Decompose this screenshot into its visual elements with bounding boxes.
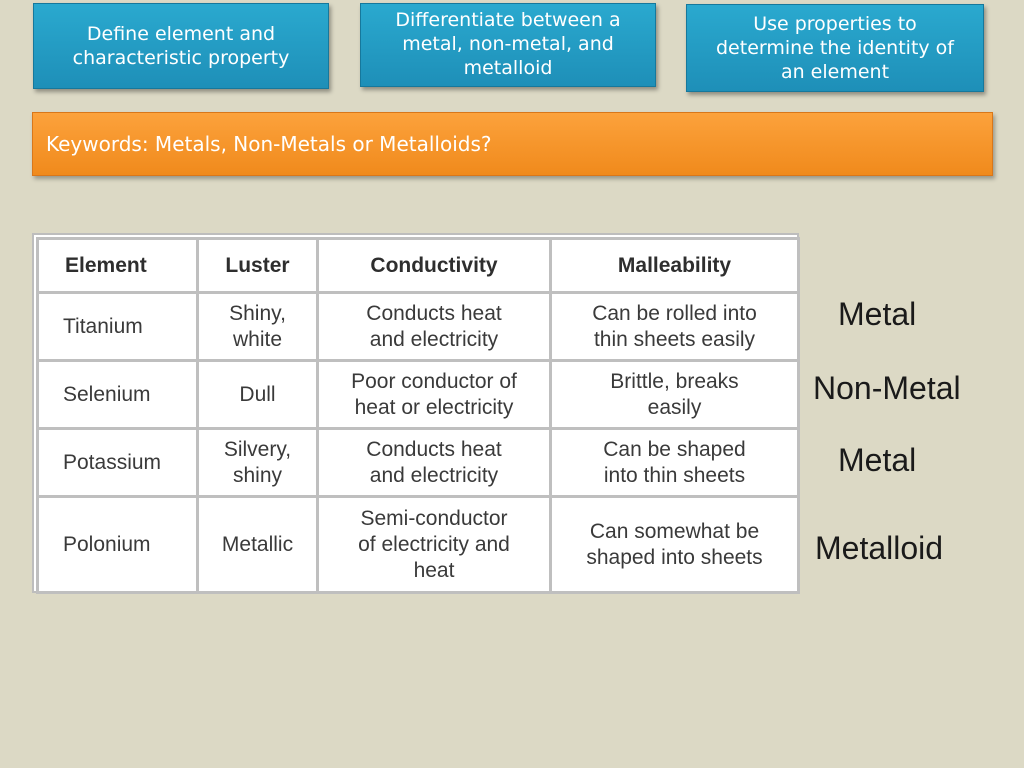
cell-element: Titanium xyxy=(38,293,198,361)
cell-line: Brittle, breaks xyxy=(610,369,739,393)
table-header-row xyxy=(38,239,799,293)
objective-box-define-element xyxy=(33,3,329,89)
cell-line: and electricity xyxy=(369,463,499,487)
keywords-text: Keywords: Metals, Non-Metals or Metalloids? xyxy=(46,132,492,156)
answer-selenium: Non-Metal xyxy=(813,370,961,406)
cell-malleability xyxy=(551,429,799,497)
cell-element: Polonium xyxy=(38,497,198,593)
properties-table xyxy=(36,237,800,594)
cell-line: Conducts heat xyxy=(366,301,502,325)
objective-line: Use properties to xyxy=(753,13,917,35)
cell-malleability xyxy=(551,293,799,361)
objective-line: characteristic property xyxy=(72,47,290,69)
answer-polonium: Metalloid xyxy=(815,530,944,566)
cell-line: shiny xyxy=(232,463,283,487)
objective-box-identify-element xyxy=(686,4,984,92)
table-row xyxy=(38,429,799,497)
cell-line: Can be shaped xyxy=(603,437,746,461)
objective-line: an element xyxy=(780,61,890,83)
cell-line: and electricity xyxy=(369,327,499,351)
cell-luster xyxy=(198,429,318,497)
objective-line: Define element and xyxy=(86,23,276,45)
cell-element: Potassium xyxy=(38,429,198,497)
cell-luster xyxy=(198,361,318,429)
objective-box-differentiate xyxy=(360,3,656,87)
header-luster: Luster xyxy=(198,239,318,293)
objective-line: metal, non-metal, and xyxy=(402,33,614,55)
cell-conductivity xyxy=(318,361,551,429)
cell-luster xyxy=(198,497,318,593)
cell-line: Conducts heat xyxy=(366,437,502,461)
keywords-banner xyxy=(32,112,993,176)
cell-line: into thin sheets xyxy=(603,463,746,487)
objective-line: determine the identity of xyxy=(716,37,954,59)
cell-line: Can somewhat be xyxy=(589,519,760,543)
cell-line: easily xyxy=(647,395,702,419)
cell-line: heat xyxy=(413,558,455,582)
header-element: Element xyxy=(38,239,198,293)
cell-line: Can be rolled into xyxy=(592,301,757,325)
table-row xyxy=(38,293,799,361)
cell-line: thin sheets easily xyxy=(593,327,756,351)
properties-table-frame xyxy=(32,233,799,593)
cell-line: Poor conductor of xyxy=(351,369,517,393)
table-row xyxy=(38,361,799,429)
cell-line: Dull xyxy=(239,382,276,406)
table-row xyxy=(38,497,799,593)
cell-conductivity xyxy=(318,293,551,361)
cell-line: Metallic xyxy=(221,532,294,556)
cell-malleability xyxy=(551,361,799,429)
cell-line: heat or electricity xyxy=(354,395,514,419)
header-malleability: Malleability xyxy=(551,239,799,293)
cell-line: Shiny, xyxy=(229,301,286,325)
cell-line: white xyxy=(232,327,283,351)
cell-element: Selenium xyxy=(38,361,198,429)
objective-line: metalloid xyxy=(463,57,553,79)
cell-line: Semi-conductor xyxy=(360,506,508,530)
answer-titanium: Metal xyxy=(838,296,917,332)
objective-line: Differentiate between a xyxy=(395,9,621,31)
answer-potassium: Metal xyxy=(838,442,917,478)
cell-conductivity xyxy=(318,497,551,593)
cell-luster xyxy=(198,293,318,361)
cell-line: of electricity and xyxy=(358,532,510,556)
cell-line: shaped into sheets xyxy=(586,545,763,569)
header-conductivity: Conductivity xyxy=(318,239,551,293)
cell-conductivity xyxy=(318,429,551,497)
cell-line: Silvery, xyxy=(223,437,292,461)
cell-malleability xyxy=(551,497,799,593)
